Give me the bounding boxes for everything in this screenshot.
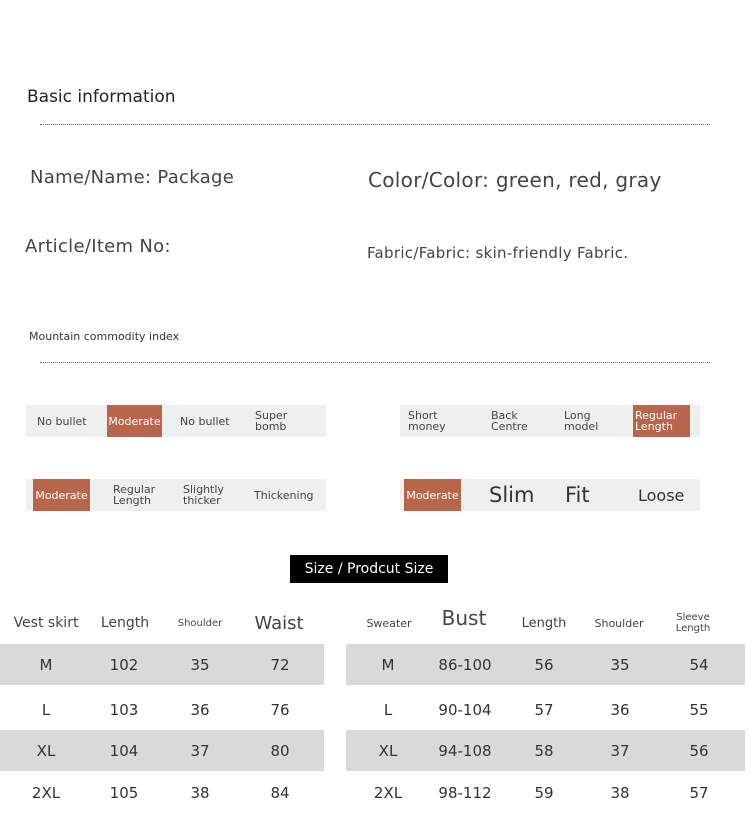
scale-option: Fit — [565, 482, 590, 507]
dotted-divider — [40, 362, 710, 363]
table-cell: 72 — [270, 655, 290, 674]
scale-option: No bullet — [180, 414, 230, 428]
table-header: Sweater — [366, 616, 412, 630]
table-header: Shoulder — [177, 617, 223, 629]
table-header: Vest skirt — [13, 615, 79, 631]
thickness-scale — [26, 479, 326, 511]
table-cell: 76 — [270, 700, 290, 719]
table-header: Length — [100, 615, 150, 631]
basic-info-heading: Basic information — [27, 87, 176, 107]
table-cell: 55 — [689, 700, 709, 719]
table-cell: XL — [36, 741, 56, 760]
table-cell: 2XL — [373, 783, 403, 802]
table-cell: 56 — [689, 741, 709, 760]
table-cell: 80 — [270, 741, 290, 760]
table-cell: 38 — [190, 783, 210, 802]
table-row — [0, 730, 324, 771]
table-cell: L — [41, 700, 51, 719]
scale-option-selected: Moderate — [107, 405, 162, 437]
table-cell: 59 — [534, 783, 554, 802]
scale-option: Super bomb — [255, 409, 288, 433]
table-row — [346, 689, 745, 730]
table-cell: 105 — [109, 783, 139, 802]
commodity-index-heading: Mountain commodity index — [29, 330, 180, 343]
table-cell: 103 — [109, 700, 139, 719]
table-header: Sleeve Length — [675, 612, 711, 634]
scale-option: Regular Length — [113, 483, 156, 507]
fit-scale — [400, 479, 700, 511]
scale-option-selected: Regular Length — [633, 405, 690, 437]
table-cell: XL — [378, 741, 398, 760]
scale-option: Slim — [489, 482, 535, 507]
scale-option-selected: Moderate — [404, 479, 461, 511]
scale-option: Thickening — [254, 488, 314, 502]
size-title: Size / Prodcut Size — [290, 555, 448, 583]
table-cell: 102 — [109, 655, 139, 674]
scale-option: Back Centre — [491, 409, 528, 433]
scale-option-selected: Moderate — [33, 479, 90, 511]
table-cell: 36 — [190, 700, 210, 719]
table-cell: L — [383, 700, 393, 719]
scale-option: No bullet — [37, 414, 87, 428]
table-row — [346, 772, 745, 813]
product-name: Name/Name: Package — [30, 167, 235, 188]
length-scale — [400, 405, 700, 437]
table-header: Shoulder — [594, 616, 644, 630]
table-header: Waist — [254, 612, 304, 634]
table-cell: 58 — [534, 741, 554, 760]
vest-size-table — [0, 603, 324, 813]
table-cell: 86-100 — [438, 655, 492, 674]
table-cell: 98-112 — [438, 783, 492, 802]
table-cell: 57 — [534, 700, 554, 719]
product-color: Color/Color: green, red, gray — [368, 168, 662, 192]
table-row — [0, 644, 324, 685]
table-cell: 57 — [689, 783, 709, 802]
table-row — [0, 689, 324, 730]
scale-option: Short money — [408, 409, 446, 433]
table-cell: 36 — [610, 700, 630, 719]
table-header: Bust — [441, 606, 487, 630]
scale-option: Long model — [564, 409, 599, 433]
table-cell: 35 — [610, 655, 630, 674]
product-fabric: Fabric/Fabric: skin-friendly Fabric. — [367, 244, 629, 262]
table-cell: 54 — [689, 655, 709, 674]
table-cell: M — [39, 655, 53, 674]
table-row — [346, 644, 745, 685]
table-cell: 104 — [109, 741, 139, 760]
table-header: Length — [521, 615, 567, 631]
table-cell: 84 — [270, 783, 290, 802]
table-cell: 35 — [190, 655, 210, 674]
table-cell: 94-108 — [438, 741, 492, 760]
table-cell: 37 — [610, 741, 630, 760]
scale-option: Slightly thicker — [183, 483, 224, 507]
article-number: Article/Item No: — [25, 236, 171, 257]
sweater-size-table — [346, 603, 745, 813]
elasticity-scale — [26, 405, 326, 437]
table-cell: 38 — [610, 783, 630, 802]
table-cell: 56 — [534, 655, 554, 674]
table-cell: 2XL — [31, 783, 61, 802]
table-cell: 37 — [190, 741, 210, 760]
scale-option: Loose — [638, 485, 685, 505]
dotted-divider — [40, 124, 710, 125]
table-cell: 90-104 — [438, 700, 492, 719]
table-row — [0, 772, 324, 813]
table-row — [346, 730, 745, 771]
table-cell: M — [381, 655, 395, 674]
